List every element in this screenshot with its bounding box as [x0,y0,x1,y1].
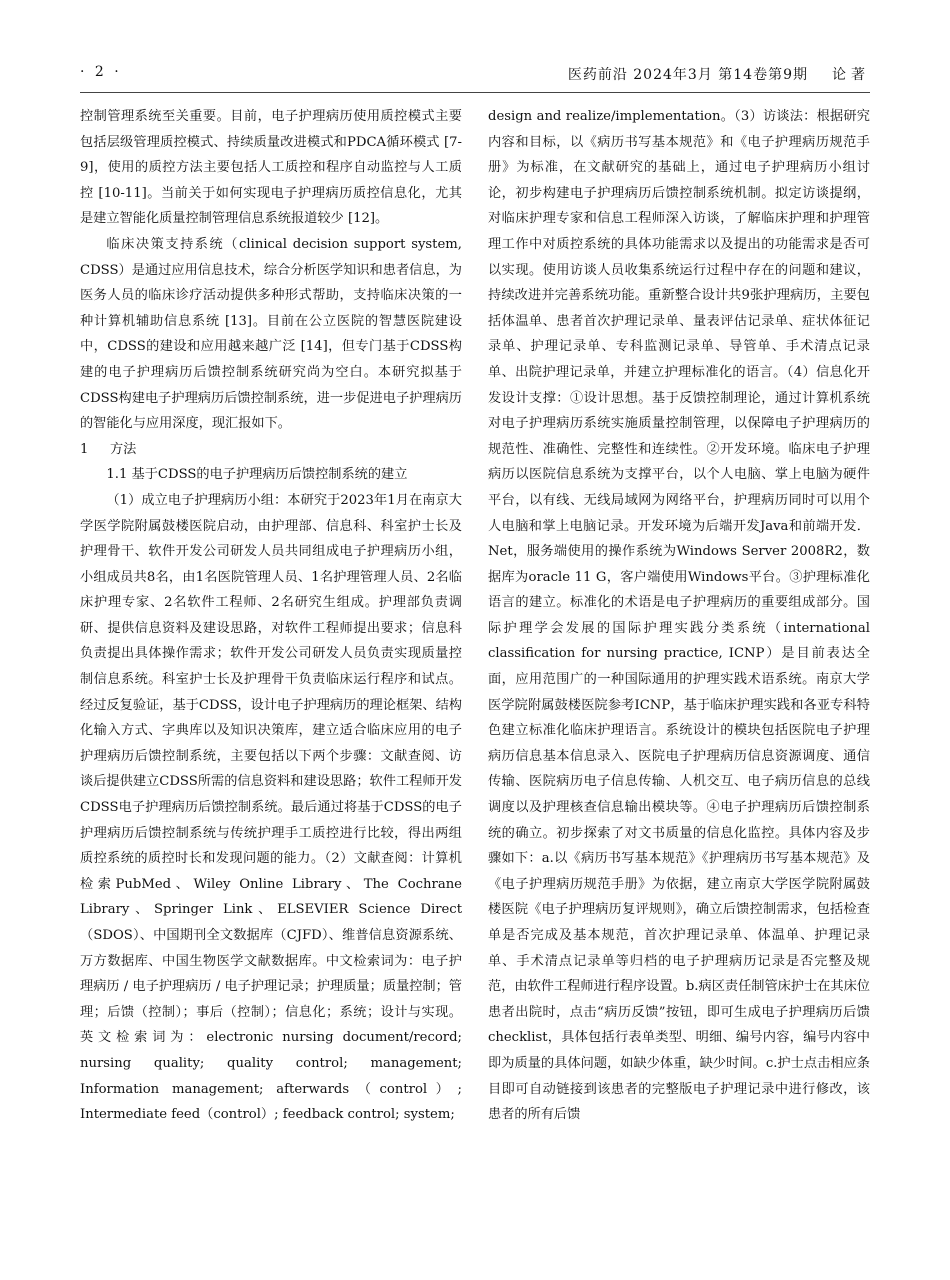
article-type: 论著 [832,67,870,83]
right-column [488,104,870,1128]
paragraph: design and realize/implementation。（3）访谈法：根据研究内容和目标，以《病历书写基本规范》和《电子护理病历规范手册》为标准，在文献研究的基础上，通过电子护理病历小组讨论，初步构建电子护理病历后馈控制系统机制。拟定访谈提纲，对临床护理专家和信息工程师深入访谈，了解临床护理和护理管理工作中对质控系统的具体功能需求以及提出的功能需求是否可以实现。使用访谈人员收集系统运行过程中存在的问题和建议，持续改进并完善系统功能。重新整合设计共9张护理病历，主要包括体温单、患者首次护理记录单、量表评估记录单、症状体征记录单、护理记录单、专科监测记录单、导管单、手术清点记录单、出院护理记录单，并建立护理标准化的语言。（4）信息化开发设计支撑：①设计思想。基于反馈控制理论，通过计算机系统对电子护理病历系统实施质量控制管理，以保障电子护理病历的规范性、准确性、完整性和连续性。②开发环境。临床电子护理病历以医院信息系统为支撑平台，以个人电脑、掌上电脑为硬件平台，以有线、无线局域网为网络平台，护理病历同时可以用个人电脑和掌上电脑记录。开发环境为后端开发Java和前端开发．Net，服务端使用的操作系统为Windows Server 2008R2，数据库为oracle 11 G，客户端使用Windows平台。③护理标准化语言的建立。标准化的术语是电子护理病历的重要组成部分。国际护理学会发展的国际护理实践分类系统（international classification for nursing practice, ICNP）是目前表达全面，应用范围广的一种国际通用的护理实践术语系统。南京大学医学院附属鼓楼医院参考ICNP，基于临床护理实践和各亚专科特色建立标准化临床护理语言。系统设计的模块包括医院电子护理病历信息基本信息录入、医院电子护理病历信息资源调度、通信传输、医院病历电子信息传输、人机交互、电子病历信息的总线调度以及护理核查信息输出模块等。④电子护理病历后馈控制系统的确立。初步探索了对文书质量的信息化监控。具体内容及步骤如下：a.以《病历书写基本规范》《护理病历书写基本规范》及《电子护理病历规范手册》为依据，建立南京大学医学院附属鼓楼医院《电子护理病历复评规则》，确立后馈控制需求，包括检查单是否完成及基本规范，首次护理记录单、体温单、护理记录单、手术清点记录单等归档的电子护理病历记录是否完整及规范，由软件工程师进行程序设置。b.病区责任制管床护士在其床位患者出院时，点击“病历反馈”按钮，即可生成电子护理病历后馈checklist，具体包括行表单类型、明细、编号内容，编号内容中即为质量的具体问题，如缺少体重，缺少时间。c.护士点击相应条目即可自动链接到该患者的完整版电子护理记录中进行修改，该患者的所有后馈 [488,109,870,1123]
paragraph: （1）成立电子护理病历小组：本研究于2023年1月在南京大学医学院附属鼓楼医院启动，由护理部、信息科、科室护士长及护理骨干、软件开发公司研发人员共同组成电子护理病历小组，小组成员共8名，由1名医院管理人员、1名护理管理人员、2名临床护理专家、2名软件工程师、2名研究生组成。护理部负责调研、提供信息资料及建设思路，对软件工程师提出要求；信息科负责提出具体操作需求；软件开发公司研发人员负责实现质量控制信息系统。科室护士长及护理骨干负责临床运行程序和试点。经过反复验证，基于CDSS，设计电子护理病历的理论框架、结构化输入方式、字典库以及知识决策库，建立适合临床应用的电子护理病历后馈控制系统，主要包括以下两个步骤：文献查阅、访谈后提供建立CDSS所需的信息资料和建设思路；软件工程师开发CDSS电子护理病历后馈控制系统。最后通过将基于CDSS的电子护理病历后馈控制系统与传统护理手工质控进行比较，得出两组质控系统的质控时长和发现问题的能力。（2）文献查阅：计算机检索PubMed、Wiley Online Library、The Cochrane Library、Springer Link、ELSEVIER Science Direct（SDOS）、中国期刊全文数据库（CJFD）、维普信息资源系统、万方数据库、中国生物医学文献数据库。中文检索词为：电子护理病历 / 电子护理病历 / 电子护理记录；护理质量；质量控制；管理；后馈（控制）；事后（控制）；信息化；系统；设计与实现。英文检索词为：electronic nursing document/record; nursing quality; quality control; management; Information management; afterwards（control）; Intermediate feed（control）; feedback control; system; [80,492,462,1123]
paragraph: 临床决策支持系统（clinical decision support system, CDSS）是通过应用信息技术，综合分析医学知识和患者信息，为医务人员的临床诊疗活动提供多种形式帮助，支持临床决策的一种计算机辅助信息系统 [13]。目前在公立医院的智慧医院建设中，CDSS的建设和应用越来越广泛 [14]，但专门基于CDSS构建的电子护理病历后馈控制系统研究尚为空白。本研究拟基于CDSS构建电子护理病历后馈控制系统，进一步促进电子护理病历的智能化与应用深度，现汇报如下。 [80,236,462,432]
journal-info: 医药前沿 2024年3月 第14卷第9期 [567,67,808,83]
paragraph: 控制管理系统至关重要。目前，电子护理病历使用质控模式主要包括层级管理质控模式、持续质量改进模式和PDCA循环模式 [7-9]，使用的质控方法主要包括人工质控和程序自动监控与人工质控 [10-11]。当前关于如何实现电子护理病历质控信息化，尤其是建立智能化质量控制管理信息系统报道较少 [12]。 [80,109,462,227]
page-number: · 2 · [80,64,122,80]
left-column [80,104,462,1128]
subsection-heading: 1.1 基于CDSS的电子护理病历后馈控制系统的建立 [106,467,408,483]
section-title: 方法 [110,441,137,457]
section-heading [80,437,462,463]
running-header [80,52,870,93]
section-number: 1 [80,441,89,457]
